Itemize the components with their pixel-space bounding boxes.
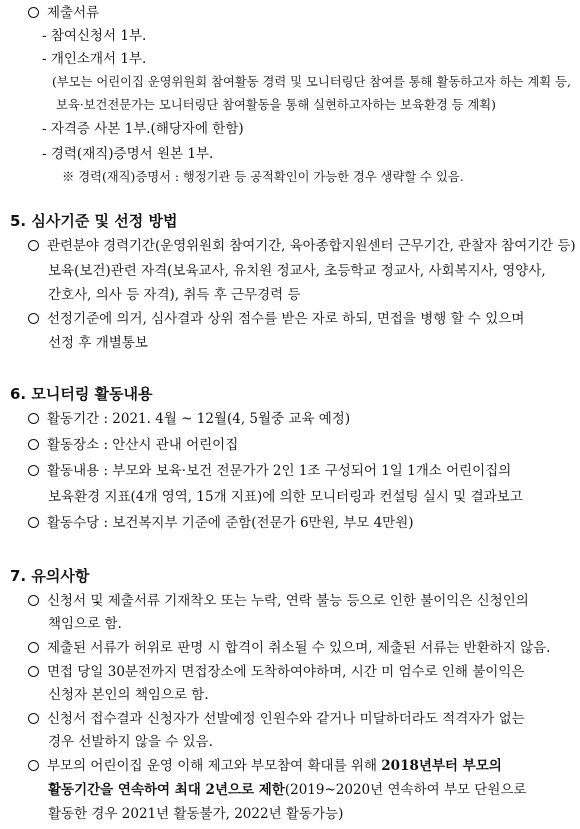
s5-item-1: 관련분야 경력기간(운영위원회 참여기간, 육아종합지원센터 근무기간, 관찰자 참여기간 등) — [28, 238, 576, 256]
s5-item-2-line-2: 선정 후 개별통보 — [48, 335, 148, 351]
s6-item-content-line-2: 보육환경 지표(4개 영역, 15개 지표)에 의한 모니터링과 컨설팅 실시 및 결과보고 — [48, 489, 523, 505]
circle-bullet-icon — [28, 413, 39, 424]
s6-item-content: 활동내용 : 부모와 보육·보건 전문가가 2인 1조 구성되어 1일 1개소 어린이집의 — [28, 462, 511, 480]
s5-item-1-line-3: 간호사, 의사 등 자격), 취득 후 근무경력 등 — [48, 287, 301, 303]
s7-item-2: 제출된 서류가 허위로 판명 시 합격이 취소될 수 있으며, 제출된 서류는 반환하지 않음. — [28, 639, 550, 657]
s7-item-3-line-2: 신청자 본인의 책임으로 함. — [48, 687, 209, 703]
s7-item-5-line-3: 활동한 경우 2021년 활동불가, 2022년 활동가능) — [48, 806, 344, 822]
circle-bullet-icon — [28, 439, 39, 450]
circle-bullet-icon — [28, 666, 39, 677]
section-7-heading: 7. 유의사항 — [10, 567, 90, 585]
circle-bullet-icon — [28, 713, 39, 724]
section-5-heading: 5. 심사기준 및 선정 방법 — [10, 212, 178, 230]
circle-bullet-icon — [28, 465, 39, 476]
submit-note-1: (부모는 어린이집 운영위원회 참여활동 경력 및 모니터링단 참여를 통해 활동하고자 하는 계획 등, — [52, 75, 571, 89]
submit-item-introduction: - 개인소개서 1부. — [42, 51, 147, 67]
s7-item-5-line-2: 활동기간을 연속하여 최대 2년으로 제한(2019~2020년 연속하여 부모 단원으로 — [48, 782, 527, 798]
section-6-heading: 6. 모니터링 활동내용 — [10, 385, 153, 403]
submit-title: 제출서류 — [28, 4, 99, 22]
s7-item-3: 면접 당일 30분전까지 면접장소에 도착하여야하며, 시간 미 엄수로 인해 불이익은 — [28, 663, 524, 681]
circle-bullet-icon — [28, 7, 39, 18]
submit-item-career: - 경력(재직)증명서 원본 1부. — [42, 146, 214, 162]
s5-item-2: 선정기준에 의거, 심사결과 상위 점수를 받은 자로 하되, 면접을 병행 할 수 있으며 — [28, 310, 524, 328]
s7-item-4: 신청서 접수결과 신청자가 선발예정 인원수와 같거나 미달하더라도 적격자가 없는 — [28, 710, 525, 728]
s6-item-period: 활동기간 : 2021. 4월 ~ 12월(4, 5월중 교육 예정) — [28, 410, 350, 428]
submit-note-2: 보육·보건전문가는 모니터링단 참여활동을 통해 실현하고자하는 보육환경 등 계획) — [56, 98, 496, 112]
s6-item-place: 활동장소 : 안산시 관내 어린이집 — [28, 436, 238, 454]
s7-item-5: 부모의 어린이집 운영 이해 제고와 부모참여 확대를 위해 2018년부터 부모의 — [28, 757, 502, 775]
circle-bullet-icon — [28, 240, 39, 251]
circle-bullet-icon — [28, 595, 39, 606]
submit-career-note: ※ 경력(재직)증명서 : 행정기관 등 공적확인이 가능한 경우 생략할 수 있음. — [62, 170, 464, 184]
s5-item-1-line-2: 보육(보건)관련 자격(보육교사, 유치원 정교사, 초등학교 정교사, 사회복지사, 영양사, — [48, 263, 546, 279]
circle-bullet-icon — [28, 760, 39, 771]
submit-item-license: - 자격증 사본 1부.(해당자에 한함) — [42, 121, 244, 137]
s7-item-4-line-2: 경우 선발하지 않을 수 있음. — [48, 734, 213, 750]
circle-bullet-icon — [28, 642, 39, 653]
s7-item-1: 신청서 및 제출서류 기재착오 또는 누락, 연락 불능 등으로 인한 불이익은 신청인의 — [28, 592, 529, 610]
s6-item-allowance: 활동수당 : 보건복지부 기준에 준함(전문가 6만원, 부모 4만원) — [28, 514, 414, 532]
circle-bullet-icon — [28, 313, 39, 324]
s7-item-1-line-2: 책임으로 함. — [48, 616, 122, 632]
s7-item-5-emphasis-1: 2018년부터 부모의 — [381, 758, 502, 774]
circle-bullet-icon — [28, 517, 39, 528]
s7-item-5-emphasis-2: 활동기간을 연속하여 최대 2년으로 제한 — [48, 782, 285, 798]
submit-item-application: - 참여신청서 1부. — [42, 28, 147, 44]
